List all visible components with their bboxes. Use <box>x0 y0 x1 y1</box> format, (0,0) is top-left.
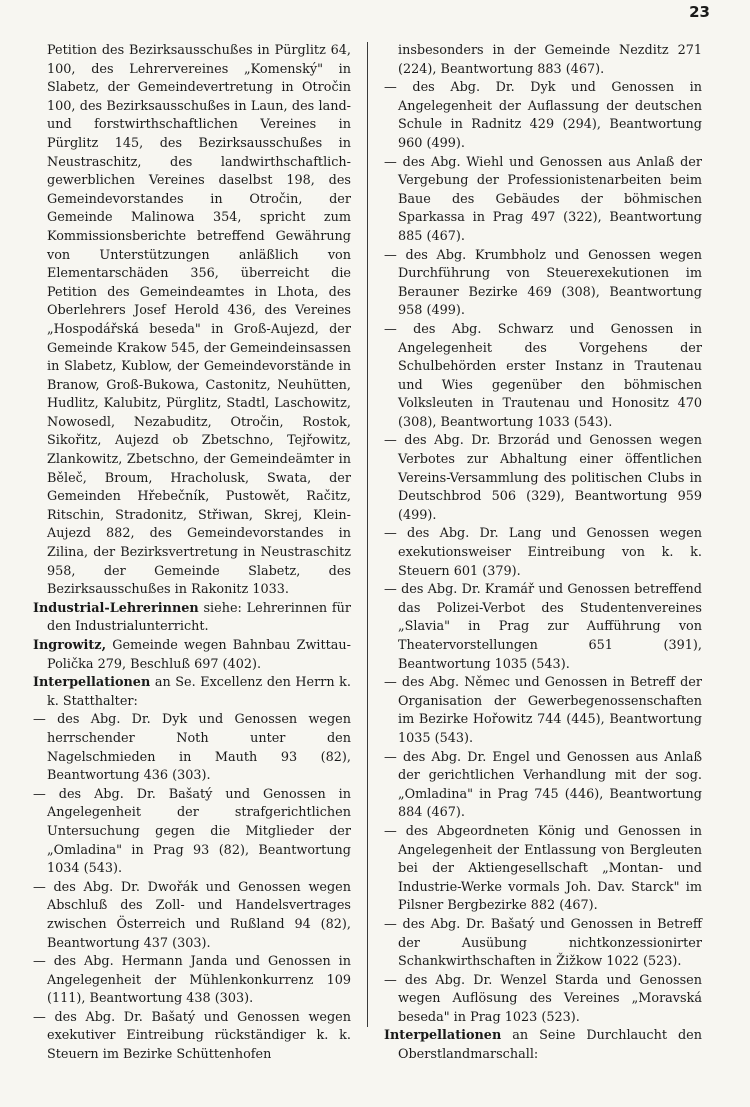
heading-ingrowitz: Ingrowitz, <box>33 638 107 653</box>
right-entry: — des Abgeordneten König und Genossen in Angelegenheit der Entlassung von Bergleuten bei der Aktiengesellschaft „Montan- und Industrie-Werke vormals Joh. Dav. Starck" im Pilsner Bergbezirke 882 (467). <box>384 823 702 914</box>
ingrowitz-text: Gemeinde wegen Bahnbau Zwittau-Polička 279, Beschluß 697 (402). <box>47 638 351 672</box>
left-entry: — des Abg. Dr. Dwořák und Genossen wegen Abschluß des Zoll- und Handelsvertrages zwischen Österreich und Rußland 94 (82), Beantwortung 437 (303). <box>33 879 351 951</box>
right-column <box>384 42 702 1065</box>
entry-interpellationen-statthalter <box>33 674 351 711</box>
interpellationen-2-text: an Seine Durchlaucht den Oberstlandmarschall: <box>398 1028 702 1063</box>
right-entry: — des Abg. Schwarz und Genossen in Angelegenheit des Vorgehens der Schulbehörden erster Instanz in Trautenau und Wies gegenüber den böhmischen Volksleuten in Trautenau und Honositz 470 (308), Beantwortung 1033 (543). <box>384 321 702 430</box>
interpellationen-text: an Se. Excellenz den Herrn k. k. Statthalter: <box>47 675 351 709</box>
right-entry: — des Abg. Dr. Lang und Genossen wegen exekutionsweiser Eintreibung von k. k. Steuern 601 (379). <box>384 526 702 579</box>
left-entry: — des Abg. Dr. Bašatý und Genossen wegen exekutiver Eintreibung rückständiger k. k. Steuern im Bezirke Schüttenhofen <box>33 1009 351 1063</box>
column-divider <box>367 42 368 1027</box>
page-number: 23 <box>689 3 710 21</box>
right-continuation: insbesonders in der Gemeinde Nezditz 271 (224), Beantwortung 883 (467). <box>398 43 702 77</box>
right-entry: — des Abg. Dr. Bašatý und Genossen in Betreff der Ausübung nichtkonzessionirter Schankwirthschaften in Žižkow 1022 (523). <box>384 916 702 970</box>
right-entry: — des Abg. Němec und Genossen in Betreff der Organisation der Gewerbegenossenschaften im Bezirke Hořowitz 744 (445), Beantwortung 1035 (543). <box>384 675 702 746</box>
left-entry: — des Abg. Hermann Janda und Genossen in Angelegenheit der Mühlenkonkurrenz 109 (111), Beantwortung 438 (303). <box>33 954 351 1007</box>
heading-interpellationen-2: Interpellationen <box>384 1028 502 1044</box>
left-entry: — des Abg. Dr. Dyk und Genossen wegen herrschender Noth unter den Nagelschmieden in Mauth 93 (82), Beantwortung 436 (303). <box>33 712 351 784</box>
left-column <box>33 42 351 1065</box>
left-entry: — des Abg. Dr. Bašatý und Genossen in Angelegenheit der strafgerichtlichen Untersuchung gegen die Mitglieder der „Omladina" in Prag 93 (82), Beantwortung 1034 (543). <box>33 786 351 877</box>
right-entry: — des Abg. Krumbholz und Genossen wegen Durchführung von Steuerexekutionen im Berauner Bezirke 469 (308), Beantwortung 958 (499). <box>384 247 702 319</box>
heading-industrial-lehrerinnen: Industrial-Lehrerinnen <box>33 600 199 616</box>
right-entry: — des Abg. Dr. Dyk und Genossen in Angelegenheit der Auflassung der deutschen Schule in Radnitz 429 (294), Beantwortung 960 (499). <box>384 80 702 151</box>
heading-interpellationen: Interpellationen <box>33 675 151 691</box>
left-intro-continuation: Petition des Bezirksausschußes in Pürglitz 64, 100, des Lehrervereines „Komenský" in Slabetz, der Gemeindevertretung in Otročin 100, des Bezirksausschußes in Laun, des land- und forstwirthschaftlichen Vereines in Pürglitz 145, des Bezirksausschußes in Neustraschitz, des landwirthschaftlich-gewerblichen Vereines daselbst 198, des Gemeindevorstandes in Otročin, der Gemeinde Malinowa 354, spricht zum Kommissionsberichte betreffend Gewährung von Unterstützungen anläßlich von Elementarschäden 356, überreicht die Petition des Gemeindeamtes in Lhota, des Oberlehrers Josef Herold 436, des Vereines „Hospodářská beseda" in Groß-Aujezd, der Gemeinde Krakow 545, der Gemeindeinsassen in Slabetz, Kublow, der Gemeindevorstände in Branow, Groß-Bukowa, Castonitz, Neuhütten, Hudlitz, Kalubitz, Pürglitz, Stadtl, Laschowitz, Nowosedl, Nezabuditz, Otročin, Rostok, Sikořitz, Aujezd ob Zbetschno, Tejřowitz, Zlankowitz, Zbetschno, der Gemeindeämter in Běleč, Broum, Hracholusk, Swata, der Gemeinden Hřebečník, Pustowět, Račitz, Ritschin, Stradonitz, Střiwan, Skrej, Klein-Aujezd 882, des Gemeindevorstandes in Zilina, der Bezirksvertretung in Neustraschitz 958, der Gemeinde Slabetz, des Bezirksausschußes in Rakonitz 1033. <box>47 43 351 598</box>
right-entry: — des Abg. Dr. Brzorád und Genossen wegen Verbotes zur Abhaltung einer öffentlichen Vereins-Versammlung des politischen Clubs in Deutschbrod 506 (329), Beantwortung 959 (499). <box>384 433 702 523</box>
entry-interpellationen-oberstlandmarschall <box>384 1027 702 1064</box>
entry-industrial-lehrerinnen <box>33 600 351 637</box>
right-entry: — des Abg. Dr. Kramář und Genossen betreffend das Polizei-Verbot des Studentenvereines „Slavia" in Prag zur Aufführung von Theatervorstellungen 651 (391), Beantwortung 1035 (543). <box>384 582 702 672</box>
right-entry: — des Abg. Wiehl und Genossen aus Anlaß der Vergebung der Professionistenarbeiten beim Baue des Gebäudes der böhmischen Sparkassa in Prag 497 (322), Beantwortung 885 (467). <box>384 154 702 244</box>
industrial-text: siehe: Lehrerinnen für den Industrialunterricht. <box>47 600 351 635</box>
right-entry: — des Abg. Dr. Engel und Genossen aus Anlaß der gerichtlichen Verhandlung mit der sog. „Omladina" in Prag 745 (446), Beantwortung 884 (467). <box>384 749 702 821</box>
entry-ingrowitz <box>33 637 351 674</box>
right-entry: — des Abg. Dr. Wenzel Starda und Genossen wegen Auflösung des Vereines „Moravská beseda" in Prag 1023 (523). <box>384 972 702 1025</box>
